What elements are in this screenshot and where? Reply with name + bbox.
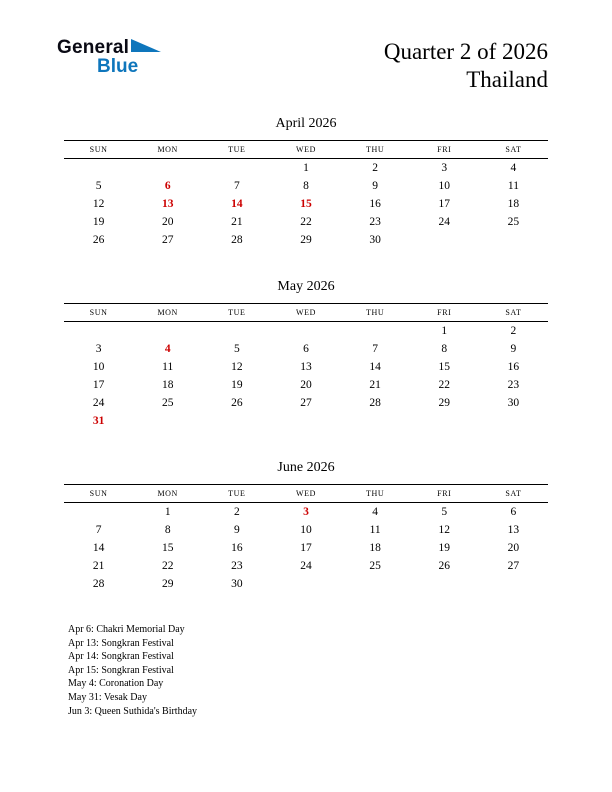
day-header-thu: THU (366, 145, 385, 154)
date-cell: 19 (438, 542, 451, 554)
empty-cell (64, 322, 133, 341)
date-cell: 18 (369, 542, 381, 554)
date-cell: 11 (507, 180, 519, 192)
date-cell: 13 (507, 524, 520, 536)
date-cell: 12 (438, 524, 451, 536)
logo-flag-icon (131, 39, 161, 52)
date-cell: 21 (231, 216, 243, 228)
holiday-list-item: Jun 3: Queen Suthida's Birthday (68, 705, 198, 717)
date-cell: 8 (303, 180, 309, 192)
month-section (0, 460, 612, 593)
day-header-sun: SUN (89, 489, 108, 498)
date-cell: 8 (441, 343, 448, 355)
day-header-wed: WED (295, 489, 316, 498)
date-cell: 3 (95, 343, 102, 355)
date-cell: 1 (303, 162, 309, 174)
day-header-wed: WED (295, 145, 316, 154)
day-header-tue: TUE (228, 145, 246, 154)
date-cell: 3 (441, 162, 448, 174)
empty-cell (341, 412, 410, 430)
empty-cell (202, 322, 271, 341)
date-cell: 30 (231, 578, 243, 590)
day-header-wed: WED (295, 308, 316, 317)
date-cell: 30 (507, 397, 520, 409)
empty-cell (479, 231, 548, 249)
week-row (64, 575, 548, 593)
date-cell: 29 (161, 578, 174, 590)
date-cell: 19 (92, 216, 105, 228)
date-cell: 18 (507, 198, 520, 210)
date-cell: 22 (300, 216, 312, 228)
general-blue-logo (57, 38, 161, 76)
month-section (0, 279, 612, 430)
week-row (64, 557, 548, 575)
page-title (384, 38, 548, 94)
week-row (64, 358, 548, 376)
holiday-list (68, 623, 612, 718)
date-cell: 26 (231, 397, 243, 409)
date-cell: 16 (507, 361, 520, 373)
week-row (64, 394, 548, 412)
week-row (64, 503, 548, 522)
date-cell: 11 (369, 524, 381, 536)
date-cell: 23 (369, 216, 381, 228)
holiday-list-item: May 31: Vesak Day (68, 691, 147, 703)
date-cell: 23 (231, 560, 243, 572)
date-cell: 15 (438, 361, 451, 373)
week-row (64, 322, 548, 341)
date-cell: 2 (510, 325, 517, 337)
holiday-date-cell: 13 (161, 198, 174, 210)
day-header-row (64, 304, 548, 322)
date-cell: 26 (92, 234, 105, 246)
empty-cell (410, 231, 479, 249)
date-cell: 27 (507, 560, 520, 572)
logo-top-row (57, 38, 161, 57)
empty-cell (479, 412, 548, 430)
day-header-sun: SUN (89, 145, 108, 154)
empty-cell (341, 575, 410, 593)
months-container (0, 116, 612, 593)
date-cell: 12 (92, 198, 105, 210)
date-cell: 5 (441, 506, 448, 518)
date-cell: 7 (233, 180, 240, 192)
empty-cell (479, 575, 548, 593)
date-cell: 4 (510, 162, 517, 174)
day-header-sat: SAT (505, 308, 522, 317)
date-cell: 20 (507, 542, 520, 554)
day-header-fri: FRI (437, 145, 452, 154)
day-header-thu: THU (366, 308, 385, 317)
empty-cell (64, 159, 133, 178)
holiday-date-cell: 15 (300, 198, 312, 210)
date-cell: 6 (510, 506, 517, 518)
day-header-mon: MON (157, 308, 178, 317)
date-cell: 25 (369, 560, 381, 572)
date-cell: 2 (233, 506, 240, 518)
empty-cell (271, 322, 340, 341)
week-row (64, 539, 548, 557)
logo-word-general: General (57, 37, 130, 58)
date-cell: 22 (161, 560, 174, 572)
month-title: April 2026 (275, 116, 337, 131)
date-cell: 9 (372, 180, 378, 192)
date-cell: 1 (441, 325, 448, 337)
empty-cell (64, 503, 133, 522)
calendar-table (64, 484, 548, 593)
date-cell: 16 (231, 542, 243, 554)
day-header-sat: SAT (505, 145, 522, 154)
day-header-mon: MON (157, 145, 178, 154)
date-cell: 7 (372, 343, 378, 355)
day-header-fri: FRI (437, 308, 452, 317)
date-cell: 16 (369, 198, 381, 210)
date-cell: 21 (92, 560, 105, 572)
date-cell: 7 (95, 524, 102, 536)
holiday-list-item: Apr 13: Songkran Festival (68, 637, 174, 649)
empty-cell (271, 575, 340, 593)
date-cell: 15 (161, 542, 174, 554)
date-cell: 28 (369, 397, 381, 409)
date-cell: 21 (369, 379, 381, 391)
holiday-list-item: Apr 6: Chakri Memorial Day (68, 624, 185, 635)
date-cell: 22 (438, 379, 451, 391)
empty-cell (410, 575, 479, 593)
date-cell: 12 (231, 361, 243, 373)
empty-cell (202, 412, 271, 430)
week-row (64, 376, 548, 394)
page-title-quarter: Quarter 2 of 2026 (383, 39, 548, 64)
week-row (64, 412, 548, 430)
week-row (64, 213, 548, 231)
date-cell: 24 (300, 560, 312, 572)
date-cell: 5 (95, 180, 102, 192)
date-cell: 24 (438, 216, 451, 228)
date-cell: 17 (438, 198, 451, 210)
day-header-sun: SUN (89, 308, 108, 317)
day-header-tue: TUE (228, 489, 246, 498)
date-cell: 14 (92, 542, 105, 554)
holiday-date-cell: 14 (231, 198, 243, 210)
page-header (0, 0, 612, 94)
month-section (0, 116, 612, 249)
month-title: June 2026 (277, 460, 335, 475)
empty-cell (341, 322, 410, 341)
date-cell: 29 (438, 397, 451, 409)
date-cell: 6 (303, 343, 309, 355)
date-cell: 8 (164, 524, 171, 536)
date-cell: 17 (92, 379, 105, 391)
date-cell: 23 (507, 379, 520, 391)
date-cell: 9 (233, 524, 240, 536)
week-row (64, 521, 548, 539)
day-header-thu: THU (366, 489, 385, 498)
holiday-date-cell: 3 (303, 506, 309, 518)
calendar-table (64, 303, 548, 430)
date-cell: 27 (300, 397, 312, 409)
day-header-sat: SAT (505, 489, 522, 498)
week-row (64, 340, 548, 358)
week-row (64, 177, 548, 195)
empty-cell (133, 159, 202, 178)
date-cell: 20 (300, 379, 312, 391)
empty-cell (410, 412, 479, 430)
date-cell: 18 (161, 379, 174, 391)
date-cell: 10 (92, 361, 105, 373)
date-cell: 28 (92, 578, 105, 590)
empty-cell (133, 322, 202, 341)
page-title-country: Thailand (466, 67, 548, 92)
date-cell: 5 (233, 343, 240, 355)
date-cell: 13 (300, 361, 312, 373)
date-cell: 17 (300, 542, 312, 554)
holiday-date-cell: 6 (164, 180, 171, 192)
logo-word-blue: Blue (97, 56, 139, 77)
date-cell: 29 (300, 234, 312, 246)
date-cell: 10 (438, 180, 451, 192)
holiday-date-cell: 4 (164, 343, 171, 355)
date-cell: 26 (438, 560, 451, 572)
holiday-date-cell: 31 (92, 415, 105, 427)
month-title: May 2026 (277, 279, 335, 294)
day-header-mon: MON (157, 489, 178, 498)
day-header-row (64, 485, 548, 503)
date-cell: 14 (369, 361, 381, 373)
date-cell: 10 (300, 524, 312, 536)
date-cell: 28 (231, 234, 243, 246)
day-header-fri: FRI (437, 489, 452, 498)
date-cell: 2 (372, 162, 378, 174)
date-cell: 11 (162, 361, 174, 373)
date-cell: 1 (164, 506, 171, 518)
date-cell: 27 (161, 234, 174, 246)
day-header-tue: TUE (228, 308, 246, 317)
empty-cell (202, 159, 271, 178)
date-cell: 19 (231, 379, 243, 391)
date-cell: 20 (161, 216, 174, 228)
holiday-list-item: May 4: Coronation Day (68, 678, 164, 690)
calendar-table (64, 140, 548, 249)
week-row (64, 195, 548, 213)
date-cell: 9 (510, 343, 517, 355)
date-cell: 25 (161, 397, 174, 409)
empty-cell (133, 412, 202, 430)
holiday-list-item: Apr 15: Songkran Festival (68, 664, 174, 676)
date-cell: 24 (92, 397, 105, 409)
week-row (64, 159, 548, 178)
date-cell: 25 (507, 216, 520, 228)
date-cell: 4 (372, 506, 378, 518)
week-row (64, 231, 548, 249)
day-header-row (64, 141, 548, 159)
empty-cell (271, 412, 340, 430)
date-cell: 30 (369, 234, 381, 246)
holiday-list-item: Apr 14: Songkran Festival (68, 651, 174, 663)
